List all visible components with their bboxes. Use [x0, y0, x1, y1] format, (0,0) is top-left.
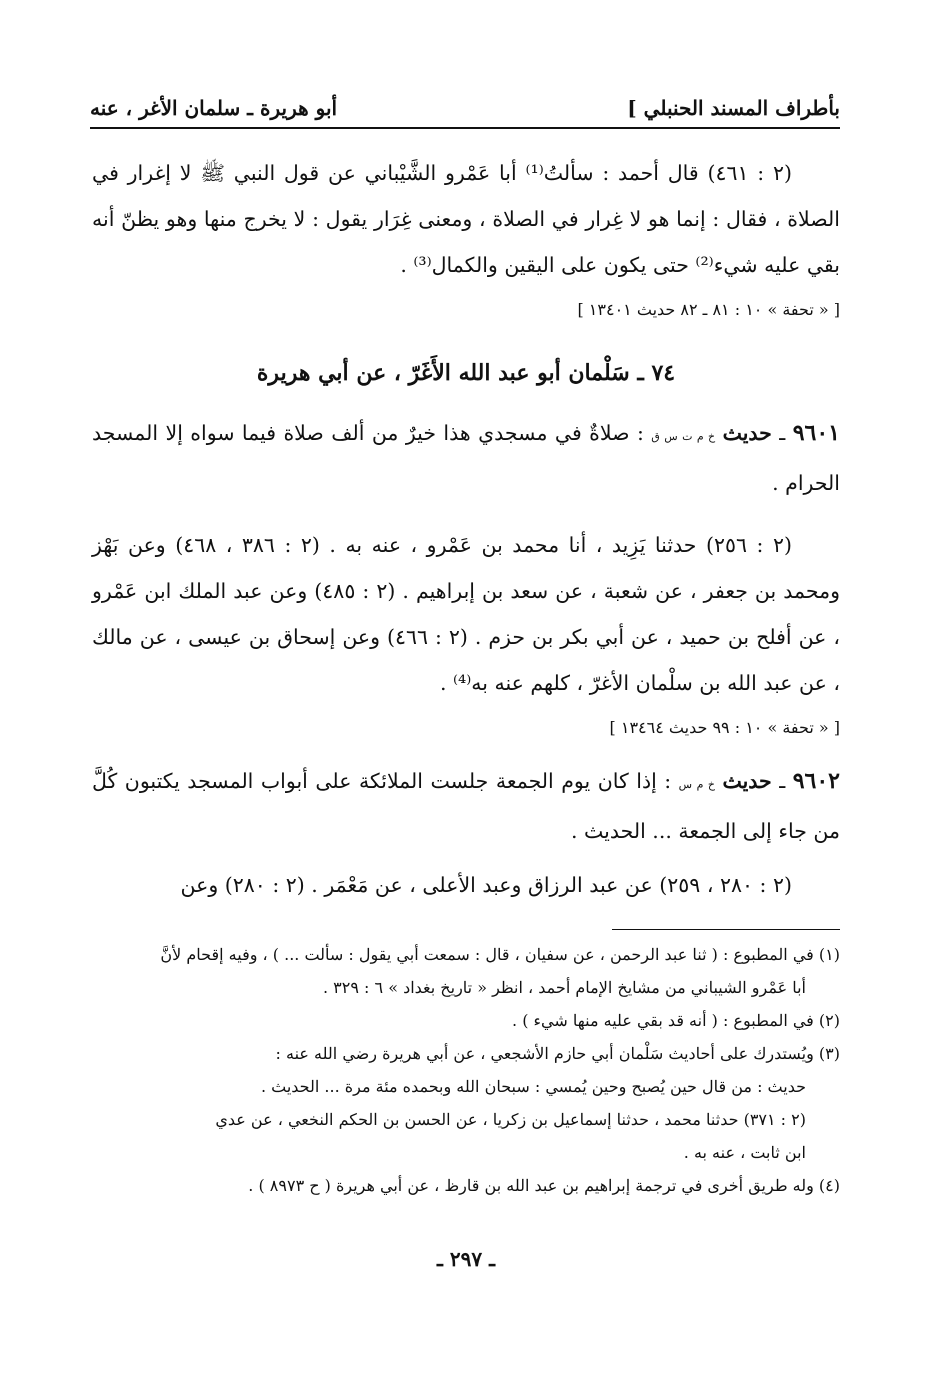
- footnote-4: (٤) وله طريق أخرى في ترجمة إبراهيم بن عبد الله بن قارظ ، عن أبي هريرة ( ح ٨٩٧٣ ) .: [248, 1176, 840, 1195]
- collection-symbols: خ م س: [678, 778, 715, 791]
- footnote-1: (١) في المطبوع : ( ثنا عبد الرحمن ، عن سفيان ، قال : سمعت أبي يقول : سألت ... ) ، وفيه إقحام لأنَّ: [160, 945, 840, 964]
- footnote-3: (٣) ويُستدرك على أحاديث سَلْمان أبي حازم الأشجعي ، عن أبي هريرة رضي الله عنه :: [275, 1044, 840, 1063]
- hadith-dash: ـ: [771, 769, 793, 793]
- page-number: ـ ٢٩٧ ـ: [437, 1247, 495, 1271]
- hadith-9601: [92, 410, 840, 506]
- hadith-text: : صلاةٌ في مسجدي هذا خيرٌ من ألف صلاة فيما سواه إلا المسجد الحرام .: [92, 421, 840, 495]
- footnote-3-hadith: حديث : من قال حين يُصبح وحين يُمسي : سبحان الله وبحمده مئة مرة ... الحديث .: [260, 1077, 806, 1096]
- paragraph-ahmad-question: (٢ : ٤٦١) قال أحمد : سألتُ⁽¹⁾ أبا عَمْرو الشَّيْباني عن قول النبي ﷺ لا إغرار في الصلاة ، فقال : إنما هو لا غِرار في الصلاة ، ومعنى غِرَار يقول : لا يخرج منها وهو يظنّ أنه بقي عليه شيء⁽²⁾ حتى يكون على اليقين والكمال⁽³⁾ .: [92, 161, 840, 277]
- running-header: [90, 92, 840, 124]
- section-title: ٧٤ ـ سَلْمان أبو عبد الله الأَغَرّ ، عن أبي هريرة: [256, 360, 676, 386]
- header-rule: [90, 127, 840, 129]
- footnote-3-chain: (٢ : ٣٧١) حدثنا محمد ، حدثنا إسماعيل بن زكريا ، عن الحسن بن الحكم النخعي ، عن عدي: [215, 1110, 806, 1129]
- hadith-keyword: حديث: [722, 769, 772, 793]
- header-chapter-title: أبو هريرة ـ سلمان الأغر ، عنه: [90, 96, 338, 120]
- hadith-number: ٩٦٠١: [792, 420, 840, 446]
- hadith-dash: ـ: [771, 421, 793, 445]
- footnote-1-continued: أبا عَمْرو الشيباني من مشايخ الإمام أحمد ، انظر « تاريخ بغداد » ٦ : ٣٢٩ .: [323, 978, 806, 997]
- main-text: [92, 150, 840, 908]
- footnote-3-chain-end: ابن ثابت ، عنه به .: [683, 1143, 806, 1162]
- header-book-title: بأطراف المسند الحنبلي ]: [627, 96, 840, 120]
- footnote-2: (٢) في المطبوع : ( أنه قد بقي عليه منها شيء ) .: [512, 1011, 840, 1030]
- hadith-number: ٩٦٠٢: [792, 768, 840, 794]
- footnotes: [92, 938, 840, 1202]
- tuhfa-reference-2: [ « تحفة » ١٠ : ٩٩ حديث ١٣٤٦٤ ]: [609, 718, 840, 737]
- paragraph-maamar: (٢ : ٢٨٠ ، ٢٥٩) عن عبد الرزاق وعبد الأعلى ، عن مَعْمَر . (٢ : ٢٨٠) وعن: [180, 873, 792, 897]
- hadith-keyword: حديث: [722, 421, 772, 445]
- hadith-text: : إذا كان يوم الجمعة جلست الملائكة على أبواب المسجد يكتبون كُلَّ من جاء إلى الجمعة ... الحديث .: [92, 769, 840, 843]
- tuhfa-reference-1: [ « تحفة » ١٠ : ٨١ ـ ٨٢ حديث ١٣٤٠١ ]: [577, 300, 840, 319]
- footnote-separator: [612, 929, 840, 930]
- paragraph-chains: (٢ : ٢٥٦) حدثنا يَزِيد ، أنا محمد بن عَمْرو ، عنه به . (٢ : ٣٨٦ ، ٤٦٨) وعن بَهْز ومحمد بن جعفر ، عن شعبة ، عن سعد بن إبراهيم . (٢ : ٤٨٥) وعن عبد الملك ابن عَمْرو ، عن أفلح بن حميد ، عن أبي بكر بن حزم . (٢ : ٤٦٦) وعن إسحاق بن عيسى ، عن مالك ، عن عبد الله بن سلْمان الأغرّ ، كلهم عنه به⁽⁴⁾ .: [92, 533, 841, 695]
- hadith-9602: [92, 758, 840, 854]
- collection-symbols: خ م ت س ق: [651, 430, 716, 443]
